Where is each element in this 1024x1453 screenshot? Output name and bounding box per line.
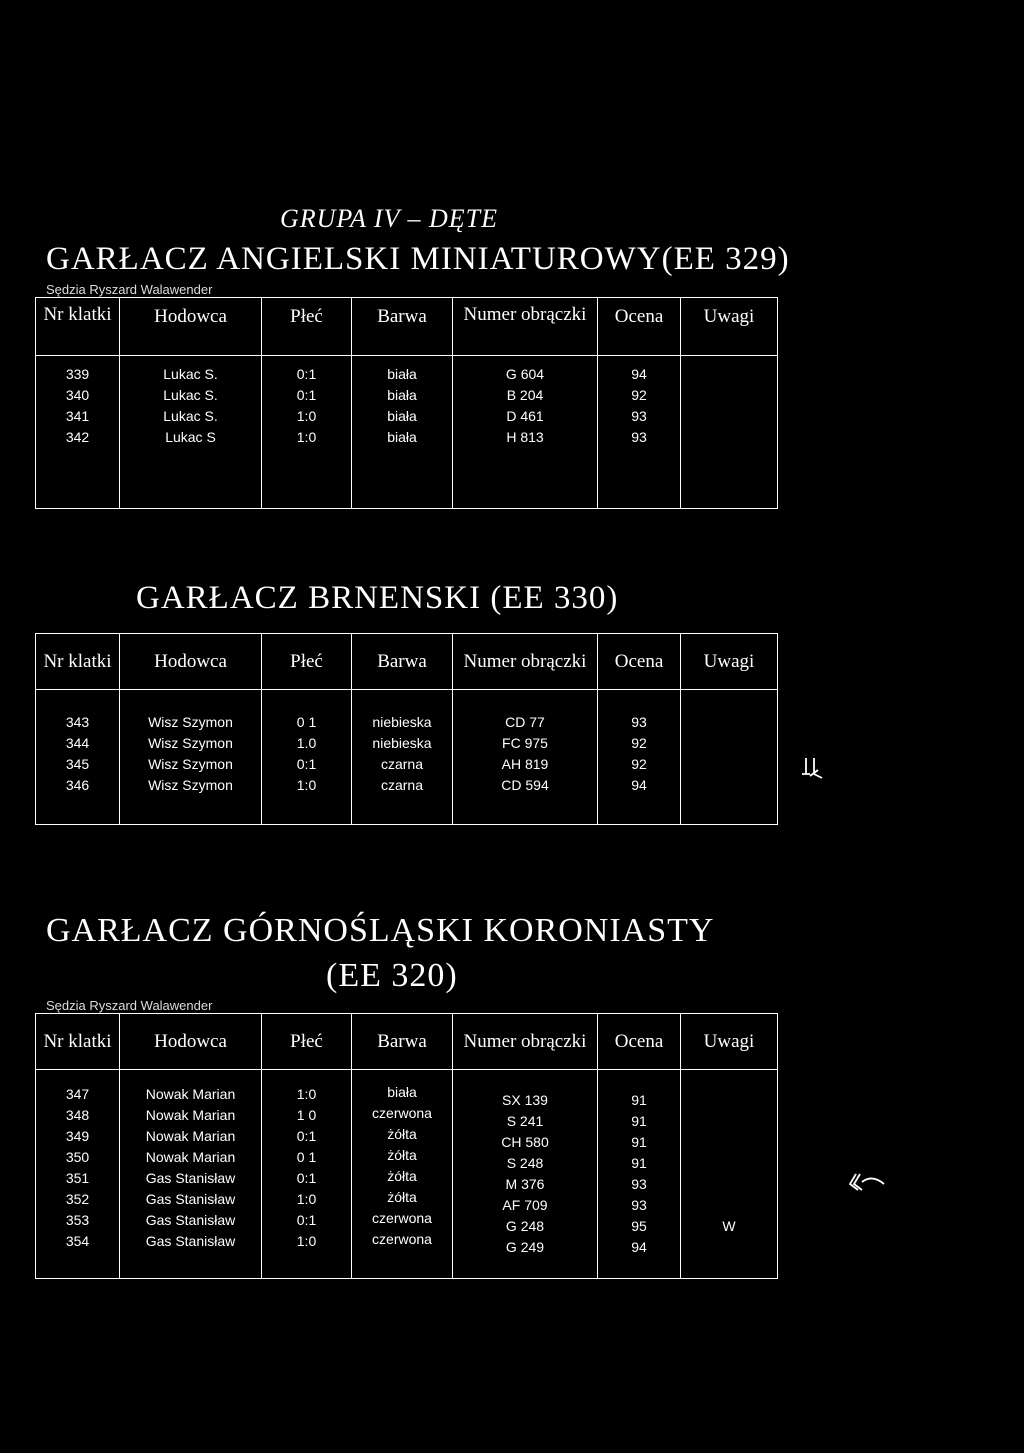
cell-hodowca: Gas Stanisław (145, 1191, 236, 1207)
col-numer (453, 1070, 598, 1279)
cell-nr: 353 (65, 1212, 90, 1228)
cell-numer: H 813 (506, 429, 544, 445)
cell-ocena: 95 (631, 1218, 647, 1234)
cell-barwa: biała (387, 1084, 417, 1100)
cell-hodowca: Wisz Szymon (148, 756, 233, 772)
cell-uwagi (681, 1090, 777, 1111)
cell-uwagi (681, 364, 777, 385)
col-uwagi (681, 1070, 778, 1279)
cell-nr: 340 (65, 387, 90, 403)
cell-plec: 1 0 (296, 1107, 317, 1123)
col-barwa (352, 690, 453, 825)
cell-plec: 0:1 (296, 387, 317, 403)
header-uwagi: Uwagi (681, 1014, 778, 1070)
cell-hodowca: Nowak Marian (145, 1086, 236, 1102)
cell-uwagi (681, 1132, 777, 1153)
col-barwa (352, 1070, 453, 1279)
col-ocena (598, 690, 681, 825)
section-3-title-code: (EE 320) (326, 957, 458, 994)
header-uwagi: Uwagi (681, 634, 778, 690)
cell-plec: 1:0 (296, 1086, 317, 1102)
cell-ocena: 92 (631, 735, 647, 751)
header-numer-obraczki: Numer obrączki (453, 1014, 598, 1070)
cell-numer: D 461 (506, 408, 544, 424)
cell-nr: 343 (65, 714, 90, 730)
cell-ocena: 93 (631, 408, 647, 424)
cell-ocena: 91 (631, 1134, 647, 1150)
cell-nr: 351 (65, 1170, 90, 1186)
cell-plec: 1.0 (296, 735, 317, 751)
cell-hodowca: Nowak Marian (145, 1149, 236, 1165)
cell-nr: 341 (65, 408, 90, 424)
cell-nr: 344 (65, 735, 90, 751)
cell-uwagi (681, 1111, 777, 1132)
cell-barwa: czerwona (372, 1231, 432, 1247)
cell-plec: 0 1 (296, 714, 317, 730)
header-plec: Płeć (262, 634, 352, 690)
cell-nr: 342 (65, 429, 90, 445)
cell-uwagi (681, 712, 777, 733)
cell-plec: 0:1 (296, 1128, 317, 1144)
cell-barwa: żółta (387, 1147, 417, 1163)
cell-hodowca: Lukac S. (163, 408, 218, 424)
section-2-title: GARŁACZ BRNENSKI (EE 330) (136, 580, 619, 616)
cell-numer: SX 139 (502, 1092, 548, 1108)
cell-uwagi (681, 733, 777, 754)
handwritten-mark (846, 1170, 888, 1194)
cell-uwagi (681, 754, 777, 775)
cell-uwagi (681, 385, 777, 406)
header-uwagi: Uwagi (681, 298, 778, 356)
cell-hodowca: Nowak Marian (145, 1128, 236, 1144)
cell-plec: 1:0 (296, 777, 317, 793)
cell-nr: 354 (65, 1233, 90, 1249)
handwritten-mark (800, 756, 828, 780)
cell-ocena: 91 (631, 1155, 647, 1171)
cell-numer: AH 819 (501, 756, 549, 772)
section-2-table (35, 633, 778, 825)
cell-uwagi: W (722, 1218, 736, 1234)
cell-ocena: 93 (631, 714, 647, 730)
cell-hodowca: Nowak Marian (145, 1107, 236, 1123)
header-ocena: Ocena (598, 298, 681, 356)
cell-nr: 346 (65, 777, 90, 793)
col-ocena (598, 356, 681, 509)
col-hodowca (120, 1070, 262, 1279)
cell-barwa: czerwona (372, 1105, 432, 1121)
cell-barwa: niebieska (372, 735, 432, 751)
section-1-table (35, 297, 778, 509)
cell-numer: B 204 (506, 387, 544, 403)
cell-hodowca: Lukac S. (163, 366, 218, 382)
cell-hodowca: Wisz Szymon (148, 735, 233, 751)
cell-uwagi (681, 427, 777, 448)
cell-ocena: 93 (631, 1176, 647, 1192)
cell-numer: G 249 (505, 1239, 545, 1255)
col-uwagi (681, 356, 778, 509)
cell-ocena: 94 (631, 1239, 647, 1255)
cell-uwagi (681, 406, 777, 427)
cell-plec: 1:0 (296, 1233, 317, 1249)
cell-plec: 0:1 (296, 1170, 317, 1186)
cell-barwa: żółta (387, 1126, 417, 1142)
cell-hodowca: Lukac S (165, 429, 216, 445)
cell-plec: 0:1 (296, 366, 317, 382)
cell-plec: 0 1 (296, 1149, 317, 1165)
col-numer (453, 356, 598, 509)
cell-uwagi (681, 1195, 777, 1216)
cell-ocena: 91 (631, 1092, 647, 1108)
header-hodowca: Hodowca (120, 1014, 262, 1070)
cell-numer: CH 580 (501, 1134, 549, 1150)
cell-numer: CD 77 (505, 714, 545, 730)
cell-barwa: czerwona (372, 1210, 432, 1226)
col-hodowca (120, 356, 262, 509)
header-hodowca: Hodowca (120, 634, 262, 690)
cell-uwagi (681, 1153, 777, 1174)
cell-hodowca: Gas Stanisław (145, 1170, 236, 1186)
header-ocena: Ocena (598, 634, 681, 690)
header-nr-klatki: Nr klatki (36, 298, 120, 356)
col-numer (453, 690, 598, 825)
cell-barwa: żółta (387, 1189, 417, 1205)
cell-uwagi (681, 775, 777, 796)
header-hodowca: Hodowca (120, 298, 262, 356)
header-numer-obraczki: Numer obrączki (453, 634, 598, 690)
header-barwa: Barwa (352, 634, 453, 690)
cell-hodowca: Gas Stanisław (145, 1212, 236, 1228)
cell-ocena: 93 (631, 429, 647, 445)
cell-ocena: 93 (631, 1197, 647, 1213)
cell-hodowca: Wisz Szymon (148, 714, 233, 730)
cell-ocena: 94 (631, 777, 647, 793)
cell-barwa: niebieska (372, 714, 432, 730)
cell-hodowca: Wisz Szymon (148, 777, 233, 793)
section-1-title: GARŁACZ ANGIELSKI MINIATUROWY(EE 329) (46, 241, 790, 277)
cell-numer: S 241 (506, 1113, 544, 1129)
cell-numer: FC 975 (502, 735, 548, 751)
col-nr (36, 1070, 120, 1279)
cell-numer: CD 594 (501, 777, 549, 793)
cell-plec: 1:0 (296, 408, 317, 424)
cell-hodowca: Lukac S. (163, 387, 218, 403)
cell-nr: 352 (65, 1191, 90, 1207)
cell-plec: 1:0 (296, 1191, 317, 1207)
cell-nr: 339 (65, 366, 90, 382)
col-uwagi (681, 690, 778, 825)
cell-ocena: 92 (631, 756, 647, 772)
section-3-table (35, 1013, 778, 1279)
col-hodowca (120, 690, 262, 825)
col-plec (262, 690, 352, 825)
header-barwa: Barwa (352, 1014, 453, 1070)
col-plec (262, 356, 352, 509)
cell-ocena: 94 (631, 366, 647, 382)
cell-numer: G 248 (505, 1218, 545, 1234)
cell-barwa: biała (387, 366, 417, 382)
cell-uwagi (681, 1237, 777, 1258)
header-barwa: Barwa (352, 298, 453, 356)
cell-numer: G 604 (505, 366, 545, 382)
col-plec (262, 1070, 352, 1279)
header-nr-klatki: Nr klatki (36, 634, 120, 690)
cell-plec: 1:0 (296, 429, 317, 445)
cell-nr: 347 (65, 1086, 90, 1102)
cell-plec: 0:1 (296, 1212, 317, 1228)
cell-numer: AF 709 (502, 1197, 548, 1213)
cell-plec: 0:1 (296, 756, 317, 772)
header-plec: Płeć (262, 1014, 352, 1070)
section-1-judge: Sędzia Ryszard Walawender (46, 282, 213, 297)
header-plec: Płeć (262, 298, 352, 356)
col-nr (36, 690, 120, 825)
col-ocena (598, 1070, 681, 1279)
cell-nr: 345 (65, 756, 90, 772)
cell-nr: 348 (65, 1107, 90, 1123)
cell-hodowca: Gas Stanisław (145, 1233, 236, 1249)
cell-barwa: czarna (380, 777, 424, 793)
cell-nr: 349 (65, 1128, 90, 1144)
col-nr (36, 356, 120, 509)
cell-uwagi (681, 1174, 777, 1195)
header-ocena: Ocena (598, 1014, 681, 1070)
header-nr-klatki: Nr klatki (36, 1014, 120, 1070)
cell-numer: S 248 (506, 1155, 544, 1171)
cell-barwa: czarna (380, 756, 424, 772)
section-3-title: GARŁACZ GÓRNOŚLĄSKI KORONIASTY (46, 912, 715, 949)
cell-numer: M 376 (505, 1176, 545, 1192)
cell-ocena: 92 (631, 387, 647, 403)
group-title: GRUPA IV – DĘTE (280, 204, 498, 233)
col-barwa (352, 356, 453, 509)
cell-nr: 350 (65, 1149, 90, 1165)
section-3-judge: Sędzia Ryszard Walawender (46, 998, 213, 1013)
cell-barwa: biała (387, 408, 417, 424)
cell-barwa: biała (387, 429, 417, 445)
cell-barwa: biała (387, 387, 417, 403)
header-numer-obraczki: Numer obrączki (453, 298, 598, 356)
cell-barwa: żółta (387, 1168, 417, 1184)
cell-ocena: 91 (631, 1113, 647, 1129)
